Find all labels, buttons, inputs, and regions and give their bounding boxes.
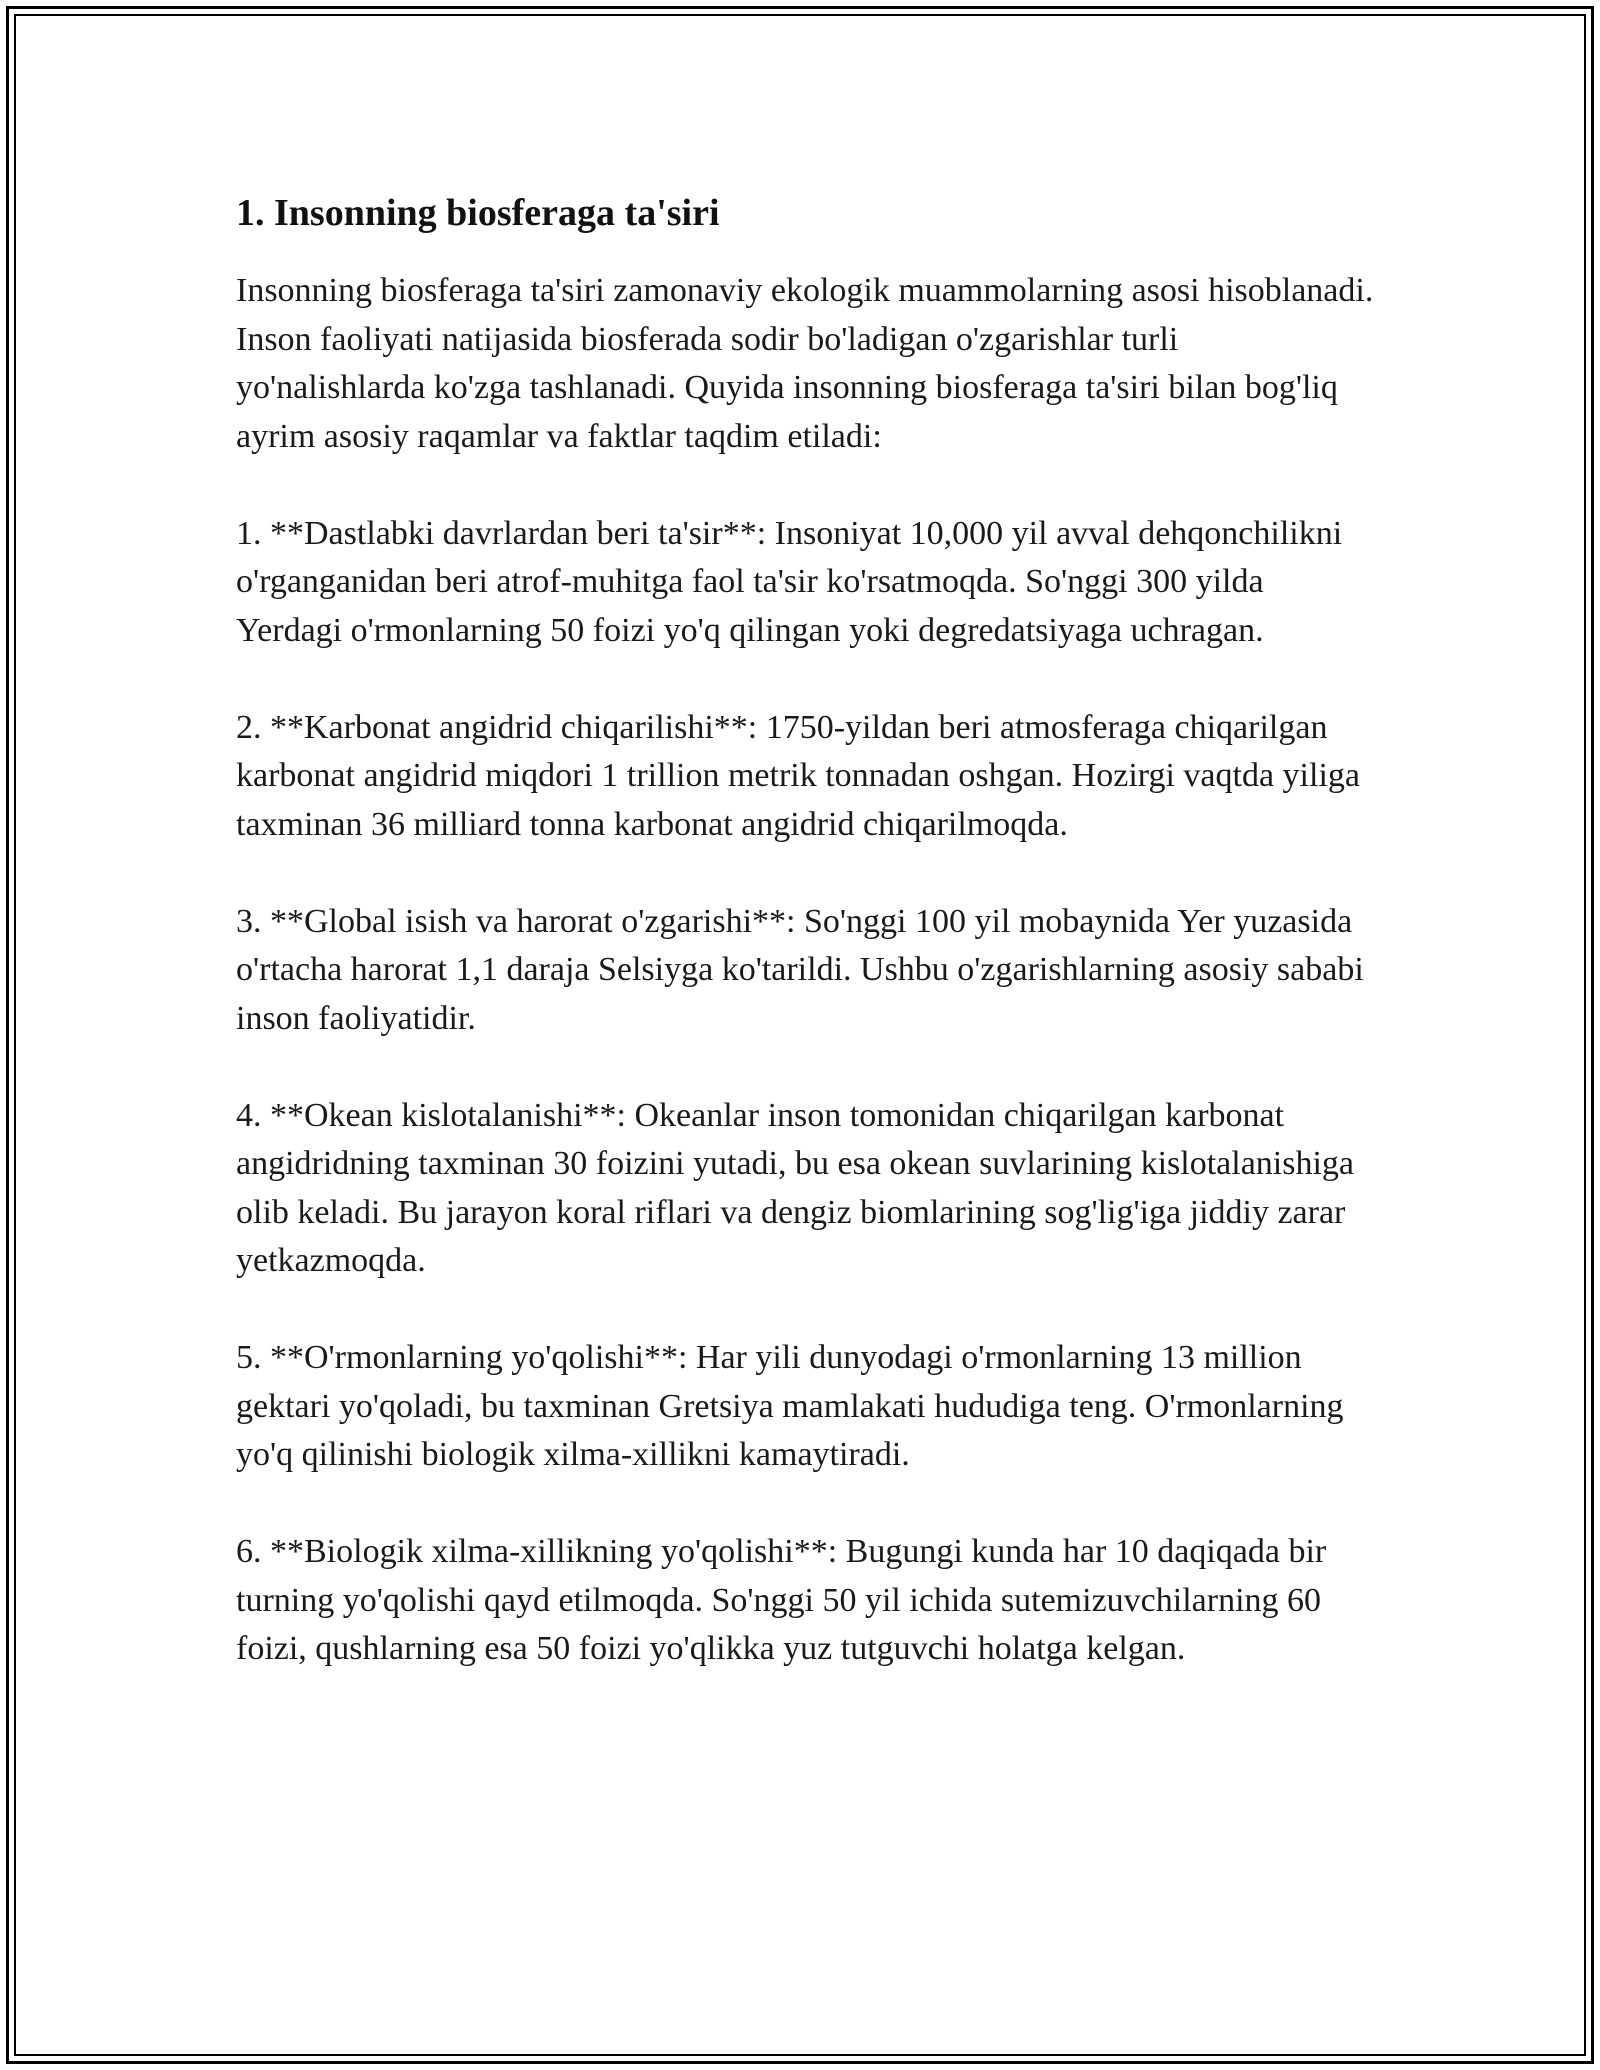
paragraph-spacer bbox=[236, 1480, 1376, 1529]
document-body bbox=[236, 183, 1376, 1674]
paragraph-spacer bbox=[236, 461, 1376, 510]
paragraph-spacer bbox=[236, 1286, 1376, 1335]
list-item-4: 4. **Okean kislotalanishi**: Okeanlar inson tomonidan chiqarilgan karbonat angidridning taxminan 30 foizini yutadi, bu esa okean suvlarining kislotalanishiga olib keladi. Bu jarayon koral riflari va dengiz biomlarining sog'lig'iga jiddiy zarar yetkazmoqda. bbox=[236, 1096, 1354, 1279]
paragraph-spacer bbox=[236, 1043, 1376, 1092]
list-item-5: 5. **O'rmonlarning yo'qolishi**: Har yili dunyodagi o'rmonlarning 13 million gektari yo'qoladi, bu taxminan Gretsiya mamlakati hududiga teng. O'rmonlarning yo'q qilinishi biologik xilma-xillikni kamaytiradi. bbox=[236, 1339, 1344, 1473]
intro-paragraph: Insonning biosferaga ta'siri zamonaviy ekologik muammolarning asosi hisoblanadi. Inson faoliyati natijasida biosferada sodir bo'ladigan o'zgarishlar turli yo'nalishlarda ko'zga tashlanadi. Quyida insonning biosferaga ta'siri bilan bog'liq ayrim asosiy raqamlar va faktlar taqdim etiladi: bbox=[236, 272, 1374, 455]
section-heading: 1. Insonning biosferaga ta'siri bbox=[236, 192, 720, 234]
list-item-1: 1. **Dastlabki davrlardan beri ta'sir**: Insoniyat 10,000 yil avval dehqonchilikni o'rganganidan beri atrof-muhitga faol ta'sir ko'rsatmoqda. So'nggi 300 yilda Yerdagi o'rmonlarning 50 foizi yo'q qilingan yoki degredatsiyaga uchragan. bbox=[236, 514, 1343, 649]
list-item-6: 6. **Biologik xilma-xillikning yo'qolishi**: Bugungi kunda har 10 daqiqada bir turning yo'qolishi qayd etilmoqda. So'nggi 50 yil ichida sutemizuvchilarning 60 foizi, qushlarning esa 50 foizi yo'qlikka yuz tutguvchi holatga kelgan. bbox=[236, 1533, 1327, 1667]
paragraph-spacer bbox=[236, 849, 1376, 898]
list-item-2: 2. **Karbonat angidrid chiqarilishi**: 1750-yildan beri atmosferaga chiqarilgan karbonat angidrid miqdori 1 trillion metrik tonnadan oshgan. Hozirgi vaqtda yiliga taxminan 36 milliard tonna karbonat angidrid chiqarilmoqda. bbox=[236, 708, 1360, 843]
paragraph-spacer bbox=[236, 655, 1376, 704]
list-item-3: 3. **Global isish va harorat o'zgarishi**: So'nggi 100 yil mobaynida Yer yuzasida o'rtacha harorat 1,1 daraja Selsiyga ko'tarildi. Ushbu o'zgarishlarning asosiy sababi inson faoliyatidir. bbox=[236, 902, 1364, 1037]
